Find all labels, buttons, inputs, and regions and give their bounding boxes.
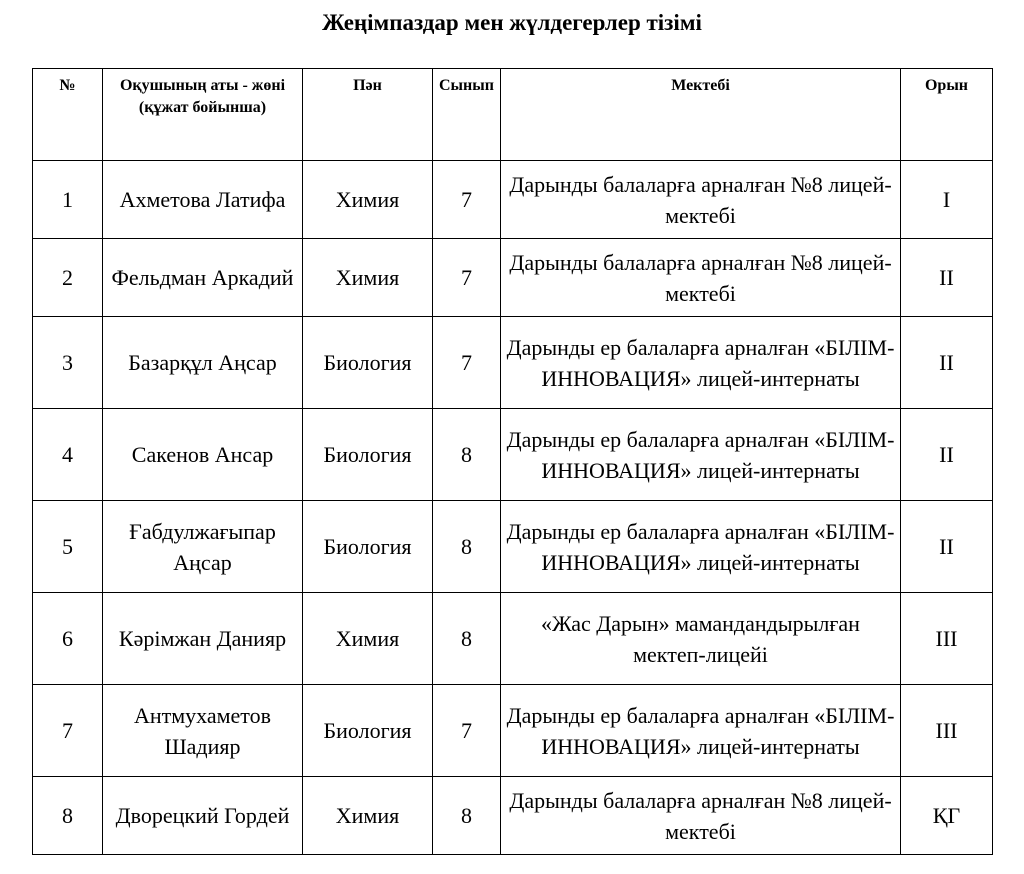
cell-name: Кәрімжан Данияр xyxy=(103,593,303,685)
page-title: Жеңімпаздар мен жүлдегерлер тізімі xyxy=(322,10,702,35)
cell-place: II xyxy=(901,501,993,593)
cell-subject: Химия xyxy=(303,777,433,855)
table-row xyxy=(33,501,993,593)
cell-subject: Биология xyxy=(303,685,433,777)
header-num: № xyxy=(33,69,103,161)
cell-grade: 7 xyxy=(433,161,501,239)
cell-school: «Жас Дарын» мамандандырылған мектеп-лицейі xyxy=(501,593,901,685)
header-school: Мектебі xyxy=(501,69,901,161)
cell-num: 1 xyxy=(33,161,103,239)
winners-table xyxy=(32,68,993,855)
table-header-row xyxy=(33,69,993,161)
cell-name: Антмухаметов Шадияр xyxy=(103,685,303,777)
table-row xyxy=(33,239,993,317)
header-subject: Пән xyxy=(303,69,433,161)
table-row xyxy=(33,317,993,409)
cell-name: Фельдман Аркадий xyxy=(103,239,303,317)
cell-grade: 7 xyxy=(433,685,501,777)
header-name: Оқушының аты - жөні (құжат бойынша) xyxy=(103,69,303,161)
cell-grade: 7 xyxy=(433,317,501,409)
cell-place: II xyxy=(901,409,993,501)
table-row xyxy=(33,409,993,501)
cell-grade: 7 xyxy=(433,239,501,317)
cell-school: Дарынды ер балаларға арналған «БІЛІМ-ИННОВАЦИЯ» лицей-интернаты xyxy=(501,317,901,409)
header-place: Орын xyxy=(901,69,993,161)
cell-school: Дарынды балаларға арналған №8 лицей-мектебі xyxy=(501,161,901,239)
cell-num: 3 xyxy=(33,317,103,409)
cell-grade: 8 xyxy=(433,777,501,855)
cell-subject: Химия xyxy=(303,161,433,239)
cell-school: Дарынды ер балаларға арналған «БІЛІМ-ИННОВАЦИЯ» лицей-интернаты xyxy=(501,685,901,777)
table-row xyxy=(33,685,993,777)
cell-name: Сакенов Ансар xyxy=(103,409,303,501)
cell-place: III xyxy=(901,593,993,685)
cell-subject: Биология xyxy=(303,317,433,409)
cell-num: 6 xyxy=(33,593,103,685)
cell-grade: 8 xyxy=(433,501,501,593)
cell-grade: 8 xyxy=(433,593,501,685)
cell-num: 5 xyxy=(33,501,103,593)
cell-subject: Биология xyxy=(303,501,433,593)
cell-name: Базарқұл Аңсар xyxy=(103,317,303,409)
cell-num: 4 xyxy=(33,409,103,501)
table-row xyxy=(33,777,993,855)
header-grade: Сынып xyxy=(433,69,501,161)
cell-name: Дворецкий Гордей xyxy=(103,777,303,855)
table-row xyxy=(33,161,993,239)
cell-place: II xyxy=(901,317,993,409)
cell-school: Дарынды ер балаларға арналған «БІЛІМ-ИННОВАЦИЯ» лицей-интернаты xyxy=(501,409,901,501)
cell-name: Ғабдулжағыпар Аңсар xyxy=(103,501,303,593)
cell-subject: Химия xyxy=(303,593,433,685)
cell-place: ҚГ xyxy=(901,777,993,855)
table-row xyxy=(33,593,993,685)
cell-num: 2 xyxy=(33,239,103,317)
cell-place: I xyxy=(901,161,993,239)
cell-num: 8 xyxy=(33,777,103,855)
cell-school: Дарынды ер балаларға арналған «БІЛІМ-ИННОВАЦИЯ» лицей-интернаты xyxy=(501,501,901,593)
cell-name: Ахметова Латифа xyxy=(103,161,303,239)
cell-subject: Биология xyxy=(303,409,433,501)
cell-grade: 8 xyxy=(433,409,501,501)
cell-school: Дарынды балаларға арналған №8 лицей-мектебі xyxy=(501,777,901,855)
cell-subject: Химия xyxy=(303,239,433,317)
cell-num: 7 xyxy=(33,685,103,777)
cell-place: III xyxy=(901,685,993,777)
cell-school: Дарынды балаларға арналған №8 лицей-мектебі xyxy=(501,239,901,317)
cell-place: II xyxy=(901,239,993,317)
